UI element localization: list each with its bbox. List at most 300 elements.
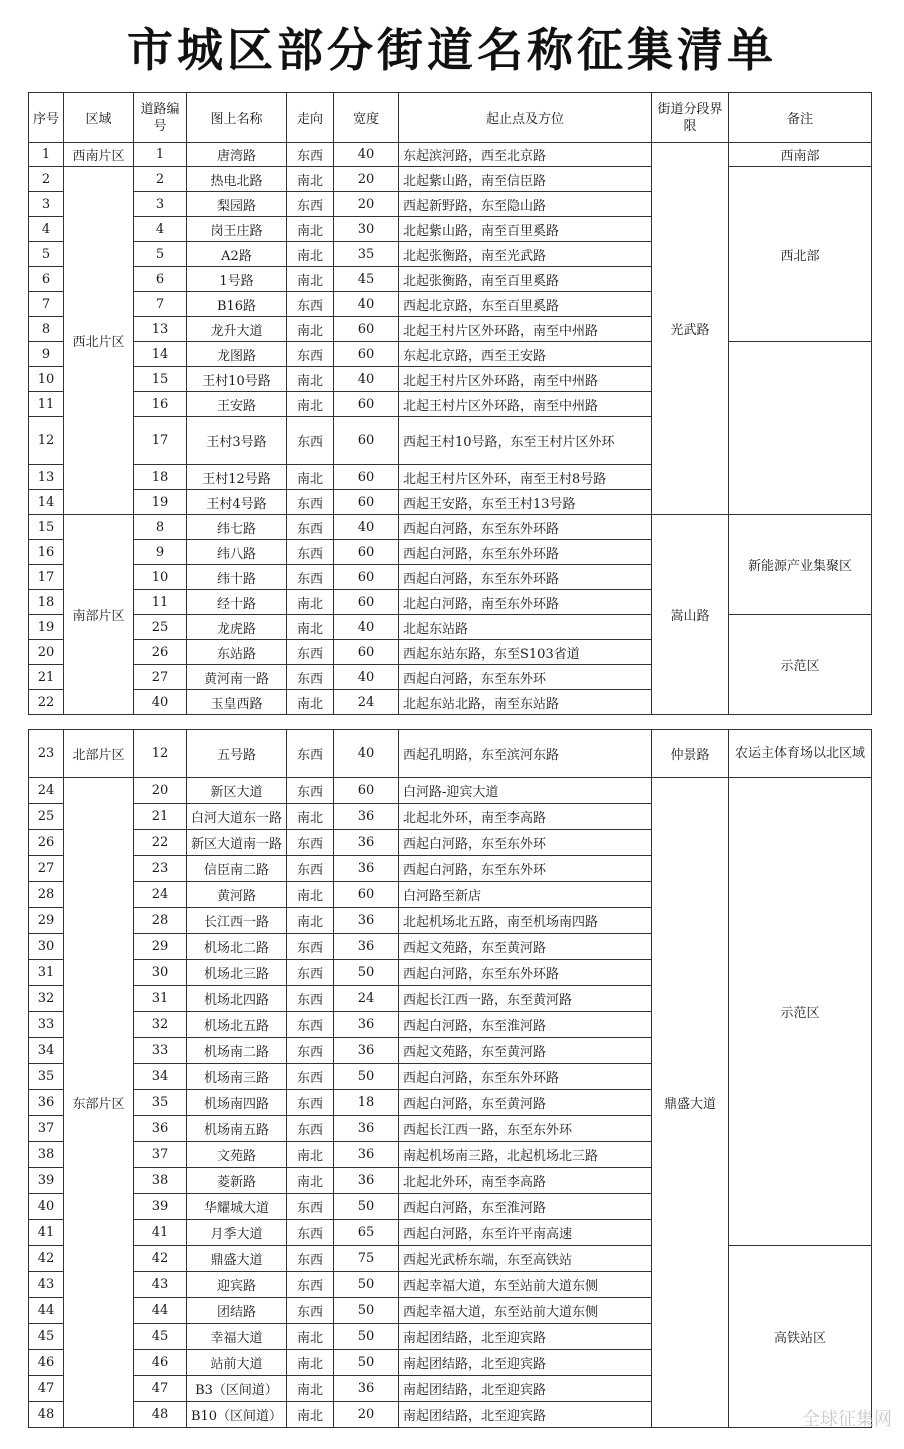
cell-route: 西起长江西一路，东至黄河路: [399, 986, 652, 1012]
cell-road-no: 12: [134, 730, 187, 778]
road-table-part1: [28, 92, 872, 715]
cell-width: 50: [334, 1324, 399, 1350]
cell-width: 75: [334, 1246, 399, 1272]
cell-seq: 40: [29, 1194, 64, 1220]
cell-route: 西起长江西一路，东至东外环: [399, 1116, 652, 1142]
cell-width: 20: [334, 192, 399, 217]
table-row: [29, 465, 872, 490]
cell-route: 白河路-迎宾大道: [399, 778, 652, 804]
cell-route: 西起王村10号路，东至王村片区外环: [399, 417, 652, 465]
cell-width: 18: [334, 1090, 399, 1116]
cell-seq: 24: [29, 778, 64, 804]
cell-road-no: 6: [134, 267, 187, 292]
cell-name: 机场南二路: [187, 1038, 287, 1064]
table-row: [29, 417, 872, 465]
cell-direction: 东西: [287, 665, 334, 690]
cell-route: 北起王村片区外环路，南至中州路: [399, 367, 652, 392]
cell-seq: 43: [29, 1272, 64, 1298]
cell-direction: 南北: [287, 167, 334, 192]
table-row: [29, 490, 872, 515]
cell-name: 新区大道南一路: [187, 830, 287, 856]
cell-direction: 南北: [287, 804, 334, 830]
table-row: [29, 515, 872, 540]
cell-name: 东站路: [187, 640, 287, 665]
cell-road-no: 10: [134, 565, 187, 590]
cell-remark: 农运主体育场以北区域: [729, 730, 872, 778]
cell-name: 机场南四路: [187, 1090, 287, 1116]
cell-width: 60: [334, 490, 399, 515]
cell-road-no: 4: [134, 217, 187, 242]
cell-seq: 31: [29, 960, 64, 986]
cell-route: 北起张衡路，南至光武路: [399, 242, 652, 267]
cell-width: 36: [334, 1376, 399, 1402]
cell-width: 36: [334, 1012, 399, 1038]
cell-direction: 南北: [287, 267, 334, 292]
cell-width: 36: [334, 856, 399, 882]
cell-width: 60: [334, 882, 399, 908]
cell-direction: 南北: [287, 690, 334, 715]
cell-seq: 26: [29, 830, 64, 856]
cell-width: 36: [334, 1116, 399, 1142]
cell-seq: 2: [29, 167, 64, 192]
cell-remark: 新能源产业集聚区: [729, 515, 872, 615]
cell-width: 50: [334, 1350, 399, 1376]
cell-width: 36: [334, 1142, 399, 1168]
cell-route: 北起北外环，南至李高路: [399, 1168, 652, 1194]
cell-width: 60: [334, 317, 399, 342]
cell-direction: 南北: [287, 217, 334, 242]
cell-seq: 3: [29, 192, 64, 217]
cell-route: 西起幸福大道，东至站前大道东侧: [399, 1272, 652, 1298]
cell-route: 东起滨河路，西至北京路: [399, 143, 652, 167]
cell-name: 王村12号路: [187, 465, 287, 490]
cell-name: 站前大道: [187, 1350, 287, 1376]
cell-width: 50: [334, 1064, 399, 1090]
cell-name: 经十路: [187, 590, 287, 615]
cell-seq: 28: [29, 882, 64, 908]
cell-direction: 东西: [287, 1038, 334, 1064]
cell-direction: 南北: [287, 908, 334, 934]
cell-seq: 9: [29, 342, 64, 367]
cell-road-no: 2: [134, 167, 187, 192]
cell-route: 南起机场南三路，北起机场北三路: [399, 1142, 652, 1168]
cell-route: 西起孔明路，东至滨河东路: [399, 730, 652, 778]
header-road-no: 道路编号: [134, 93, 187, 143]
cell-route: 西起白河路，东至许平南高速: [399, 1220, 652, 1246]
cell-seq: 21: [29, 665, 64, 690]
cell-seq: 47: [29, 1376, 64, 1402]
cell-segment: 仲景路: [652, 730, 729, 778]
cell-region: 西北片区: [64, 167, 134, 515]
cell-road-no: 32: [134, 1012, 187, 1038]
cell-name: 机场南五路: [187, 1116, 287, 1142]
cell-width: 36: [334, 1038, 399, 1064]
cell-width: 40: [334, 367, 399, 392]
cell-width: 60: [334, 465, 399, 490]
cell-road-no: 21: [134, 804, 187, 830]
cell-name: 机场北三路: [187, 960, 287, 986]
cell-road-no: 19: [134, 490, 187, 515]
cell-name: 月季大道: [187, 1220, 287, 1246]
cell-road-no: 17: [134, 417, 187, 465]
cell-seq: 11: [29, 392, 64, 417]
cell-route: 西起幸福大道，东至站前大道东侧: [399, 1298, 652, 1324]
cell-seq: 17: [29, 565, 64, 590]
cell-name: 梨园路: [187, 192, 287, 217]
header-width: 宽度: [334, 93, 399, 143]
cell-seq: 22: [29, 690, 64, 715]
cell-route: 南起团结路，北至迎宾路: [399, 1376, 652, 1402]
cell-direction: 南北: [287, 882, 334, 908]
cell-seq: 33: [29, 1012, 64, 1038]
cell-road-no: 15: [134, 367, 187, 392]
cell-width: 60: [334, 640, 399, 665]
cell-route: 北起紫山路，南至百里奚路: [399, 217, 652, 242]
cell-route: 西起白河路，东至东外环路: [399, 540, 652, 565]
cell-width: 50: [334, 1298, 399, 1324]
cell-name: 热电北路: [187, 167, 287, 192]
cell-name: 纬十路: [187, 565, 287, 590]
table-row: [29, 615, 872, 640]
cell-name: B16路: [187, 292, 287, 317]
cell-width: 60: [334, 778, 399, 804]
cell-route: 南起团结路，北至迎宾路: [399, 1402, 652, 1428]
cell-road-no: 3: [134, 192, 187, 217]
cell-direction: 南北: [287, 1350, 334, 1376]
cell-route: 北起王村片区外环路，南至中州路: [399, 392, 652, 417]
cell-seq: 34: [29, 1038, 64, 1064]
cell-remark: 高铁站区: [729, 1246, 872, 1428]
cell-name: 长江西一路: [187, 908, 287, 934]
table-row: [29, 367, 872, 392]
cell-road-no: 34: [134, 1064, 187, 1090]
cell-seq: 23: [29, 730, 64, 778]
cell-road-no: 38: [134, 1168, 187, 1194]
cell-direction: 南北: [287, 1168, 334, 1194]
cell-width: 24: [334, 986, 399, 1012]
cell-direction: 东西: [287, 515, 334, 540]
table-row: [29, 143, 872, 167]
cell-name: 机场北五路: [187, 1012, 287, 1038]
cell-seq: 4: [29, 217, 64, 242]
cell-road-no: 28: [134, 908, 187, 934]
cell-road-no: 24: [134, 882, 187, 908]
cell-name: 新区大道: [187, 778, 287, 804]
cell-route: 北起北外环，南至李高路: [399, 804, 652, 830]
cell-road-no: 48: [134, 1402, 187, 1428]
cell-road-no: 43: [134, 1272, 187, 1298]
table-row: [29, 167, 872, 192]
cell-width: 36: [334, 1168, 399, 1194]
cell-name: 王村4号路: [187, 490, 287, 515]
cell-width: 60: [334, 392, 399, 417]
cell-road-no: 42: [134, 1246, 187, 1272]
cell-road-no: 11: [134, 590, 187, 615]
cell-direction: 南北: [287, 242, 334, 267]
cell-route: 西起白河路，东至东外环: [399, 856, 652, 882]
cell-name: 纬七路: [187, 515, 287, 540]
cell-name: 幸福大道: [187, 1324, 287, 1350]
cell-seq: 20: [29, 640, 64, 665]
cell-seq: 38: [29, 1142, 64, 1168]
cell-direction: 南北: [287, 367, 334, 392]
cell-direction: 东西: [287, 986, 334, 1012]
cell-segment: 鼎盛大道: [652, 778, 729, 1428]
cell-name: 白河大道东一路: [187, 804, 287, 830]
cell-direction: 东西: [287, 934, 334, 960]
cell-region: 西南片区: [64, 143, 134, 167]
table-row: [29, 1246, 872, 1272]
cell-name: 团结路: [187, 1298, 287, 1324]
header-direction: 走向: [287, 93, 334, 143]
cell-name: 机场北二路: [187, 934, 287, 960]
cell-seq: 45: [29, 1324, 64, 1350]
cell-width: 35: [334, 242, 399, 267]
cell-name: 岗王庄路: [187, 217, 287, 242]
cell-remark: 示范区: [729, 615, 872, 715]
cell-route: 北起王村片区外环路，南至中州路: [399, 317, 652, 342]
cell-direction: 东西: [287, 417, 334, 465]
cell-region: 东部片区: [64, 778, 134, 1428]
cell-direction: 东西: [287, 1012, 334, 1038]
cell-route: 北起东站路: [399, 615, 652, 640]
cell-seq: 14: [29, 490, 64, 515]
cell-direction: 东西: [287, 960, 334, 986]
cell-route: 白河路至新店: [399, 882, 652, 908]
cell-direction: 东西: [287, 1220, 334, 1246]
cell-seq: 30: [29, 934, 64, 960]
cell-route: 东起北京路，西至王安路: [399, 342, 652, 367]
cell-road-no: 26: [134, 640, 187, 665]
cell-name: A2路: [187, 242, 287, 267]
cell-road-no: 13: [134, 317, 187, 342]
cell-route: 西起白河路，东至东外环: [399, 665, 652, 690]
cell-seq: 1: [29, 143, 64, 167]
cell-route: 北起机场北五路，南至机场南四路: [399, 908, 652, 934]
cell-direction: 东西: [287, 730, 334, 778]
header-name: 图上名称: [187, 93, 287, 143]
cell-road-no: 36: [134, 1116, 187, 1142]
cell-name: 文苑路: [187, 1142, 287, 1168]
cell-seq: 12: [29, 417, 64, 465]
cell-width: 60: [334, 565, 399, 590]
cell-road-no: 16: [134, 392, 187, 417]
cell-name: 黄河南一路: [187, 665, 287, 690]
cell-name: 玉皇西路: [187, 690, 287, 715]
cell-seq: 37: [29, 1116, 64, 1142]
cell-seq: 13: [29, 465, 64, 490]
cell-direction: 东西: [287, 1090, 334, 1116]
cell-remark: 西北部: [729, 167, 872, 342]
cell-direction: 南北: [287, 1402, 334, 1428]
cell-width: 40: [334, 665, 399, 690]
header-segment: 街道分段界限: [652, 93, 729, 143]
cell-route: 北起东站北路，南至东站路: [399, 690, 652, 715]
cell-route: 西起王安路，东至王村13号路: [399, 490, 652, 515]
cell-direction: 南北: [287, 392, 334, 417]
cell-direction: 东西: [287, 640, 334, 665]
cell-width: 30: [334, 217, 399, 242]
cell-seq: 39: [29, 1168, 64, 1194]
cell-name: 信臣南二路: [187, 856, 287, 882]
cell-width: 40: [334, 515, 399, 540]
cell-width: 36: [334, 908, 399, 934]
cell-road-no: 39: [134, 1194, 187, 1220]
cell-width: 50: [334, 1194, 399, 1220]
cell-seq: 16: [29, 540, 64, 565]
cell-seq: 6: [29, 267, 64, 292]
table-row: [29, 342, 872, 367]
cell-seq: 7: [29, 292, 64, 317]
cell-seq: 35: [29, 1064, 64, 1090]
cell-route: 西起白河路，东至东外环路: [399, 1064, 652, 1090]
cell-width: 24: [334, 690, 399, 715]
cell-road-no: 47: [134, 1376, 187, 1402]
cell-direction: 南北: [287, 590, 334, 615]
cell-name: 唐湾路: [187, 143, 287, 167]
cell-direction: 东西: [287, 830, 334, 856]
cell-segment: 光武路: [652, 143, 729, 515]
cell-seq: 46: [29, 1350, 64, 1376]
cell-direction: 东西: [287, 1194, 334, 1220]
cell-name: 迎宾路: [187, 1272, 287, 1298]
cell-width: 36: [334, 804, 399, 830]
cell-direction: 东西: [287, 342, 334, 367]
cell-route: 西起白河路，东至东外环路: [399, 515, 652, 540]
cell-name: 王村10号路: [187, 367, 287, 392]
cell-direction: 东西: [287, 192, 334, 217]
cell-direction: 南北: [287, 317, 334, 342]
cell-direction: 东西: [287, 1246, 334, 1272]
cell-direction: 东西: [287, 1298, 334, 1324]
cell-road-no: 1: [134, 143, 187, 167]
cell-width: 50: [334, 960, 399, 986]
cell-route: 西起白河路，东至东外环路: [399, 960, 652, 986]
cell-road-no: 25: [134, 615, 187, 640]
cell-remark: 示范区: [729, 778, 872, 1246]
cell-direction: 东西: [287, 540, 334, 565]
table-row: [29, 730, 872, 778]
cell-road-no: 33: [134, 1038, 187, 1064]
cell-direction: 南北: [287, 1142, 334, 1168]
cell-route: 西起北京路，东至百里奚路: [399, 292, 652, 317]
cell-seq: 48: [29, 1402, 64, 1428]
cell-direction: 东西: [287, 1064, 334, 1090]
cell-width: 20: [334, 167, 399, 192]
cell-road-no: 7: [134, 292, 187, 317]
cell-route: 西起新野路，东至隐山路: [399, 192, 652, 217]
cell-direction: 南北: [287, 615, 334, 640]
cell-width: 40: [334, 143, 399, 167]
cell-road-no: 29: [134, 934, 187, 960]
cell-seq: 27: [29, 856, 64, 882]
watermark: 全球征集网: [802, 1409, 892, 1430]
cell-width: 40: [334, 730, 399, 778]
cell-seq: 19: [29, 615, 64, 640]
table-row: [29, 392, 872, 417]
cell-route: 北起白河路，南至东外环路: [399, 590, 652, 615]
cell-seq: 10: [29, 367, 64, 392]
cell-name: B3（区间道）: [187, 1376, 287, 1402]
cell-direction: 东西: [287, 490, 334, 515]
cell-road-no: 37: [134, 1142, 187, 1168]
cell-road-no: 44: [134, 1298, 187, 1324]
cell-remark: 西南部: [729, 143, 872, 167]
header-seq: 序号: [29, 93, 64, 143]
cell-road-no: 23: [134, 856, 187, 882]
cell-road-no: 8: [134, 515, 187, 540]
cell-road-no: 9: [134, 540, 187, 565]
cell-direction: 东西: [287, 143, 334, 167]
cell-direction: 东西: [287, 292, 334, 317]
cell-width: 60: [334, 590, 399, 615]
cell-direction: 东西: [287, 1116, 334, 1142]
cell-name: 王村3号路: [187, 417, 287, 465]
cell-road-no: 41: [134, 1220, 187, 1246]
cell-name: 机场南三路: [187, 1064, 287, 1090]
header-route: 起止点及方位: [399, 93, 652, 143]
cell-road-no: 18: [134, 465, 187, 490]
cell-road-no: 30: [134, 960, 187, 986]
header-remark: 备注: [729, 93, 872, 143]
cell-direction: 南北: [287, 1376, 334, 1402]
cell-name: 王安路: [187, 392, 287, 417]
cell-seq: 8: [29, 317, 64, 342]
cell-seq: 29: [29, 908, 64, 934]
cell-road-no: 22: [134, 830, 187, 856]
cell-width: 40: [334, 292, 399, 317]
cell-road-no: 40: [134, 690, 187, 715]
cell-width: 60: [334, 342, 399, 367]
cell-route: 西起白河路，东至黄河路: [399, 1090, 652, 1116]
cell-name: 鼎盛大道: [187, 1246, 287, 1272]
cell-road-no: 31: [134, 986, 187, 1012]
cell-name: 黄河路: [187, 882, 287, 908]
cell-route: 西起白河路，东至东外环: [399, 830, 652, 856]
cell-route: 西起文苑路，东至黄河路: [399, 1038, 652, 1064]
cell-route: 西起白河路，东至淮河路: [399, 1194, 652, 1220]
cell-width: 36: [334, 934, 399, 960]
cell-width: 50: [334, 1272, 399, 1298]
cell-road-no: 45: [134, 1324, 187, 1350]
cell-direction: 东西: [287, 565, 334, 590]
header-region: 区域: [64, 93, 134, 143]
cell-route: 西起白河路，东至东外环路: [399, 565, 652, 590]
cell-route: 西起文苑路，东至黄河路: [399, 934, 652, 960]
cell-route: 西起白河路，东至淮河路: [399, 1012, 652, 1038]
cell-direction: 东西: [287, 1272, 334, 1298]
cell-name: 机场北四路: [187, 986, 287, 1012]
cell-direction: 东西: [287, 856, 334, 882]
cell-road-no: 27: [134, 665, 187, 690]
cell-width: 20: [334, 1402, 399, 1428]
cell-route: 北起张衡路，南至百里奚路: [399, 267, 652, 292]
cell-road-no: 35: [134, 1090, 187, 1116]
cell-name: 龙图路: [187, 342, 287, 367]
table-header-row: [29, 93, 872, 143]
cell-seq: 41: [29, 1220, 64, 1246]
cell-direction: 南北: [287, 1324, 334, 1350]
cell-name: B10（区间道）: [187, 1402, 287, 1428]
cell-width: 40: [334, 615, 399, 640]
cell-name: 纬八路: [187, 540, 287, 565]
cell-seq: 36: [29, 1090, 64, 1116]
cell-seq: 18: [29, 590, 64, 615]
cell-road-no: 5: [134, 242, 187, 267]
cell-seq: 32: [29, 986, 64, 1012]
cell-width: 60: [334, 540, 399, 565]
cell-seq: 15: [29, 515, 64, 540]
